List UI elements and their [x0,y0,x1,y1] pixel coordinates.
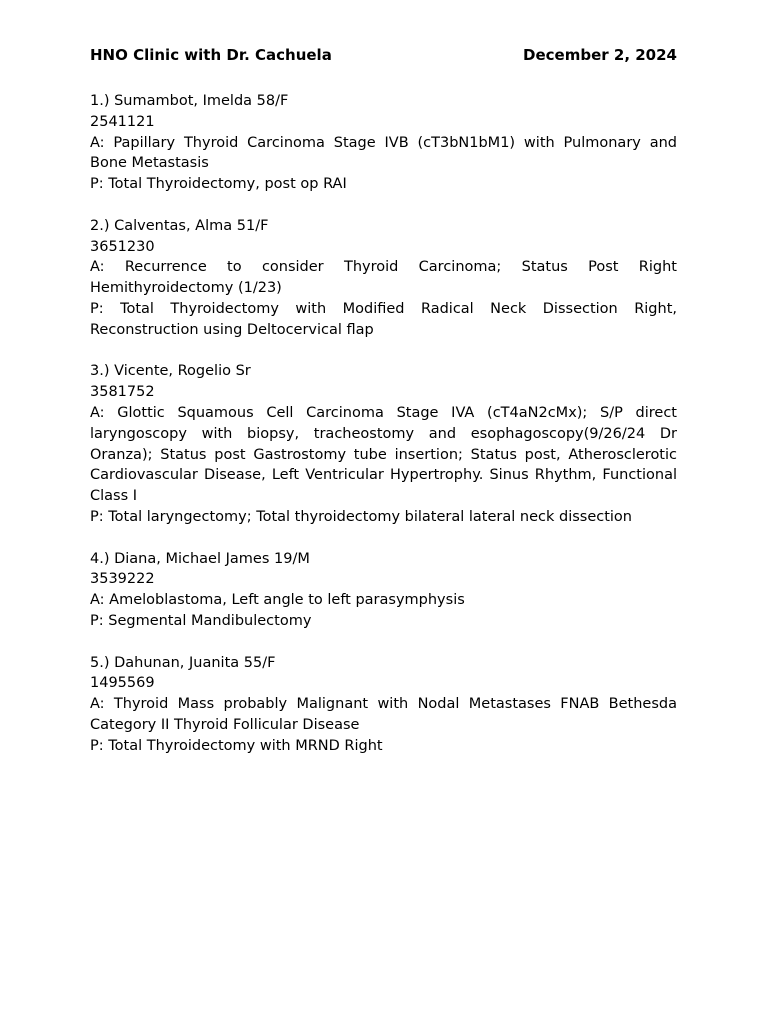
patient-assessment: A: Recurrence to consider Thyroid Carcinoma; Status Post Right Hemithyroidectomy (1/23) [90,259,677,297]
patient-entry [90,91,677,195]
patient-id: 2541121 [90,113,155,130]
patient-name: 2.) Calventas, Alma 51/F [90,217,269,234]
patient-assessment: A: Thyroid Mass probably Malignant with Nodal Metastases FNAB Bethesda Category II Thyroid Follicular Disease [90,696,677,733]
patient-entry [90,361,677,527]
patient-assessment: A: Ameloblastoma, Left angle to left parasymphysis [90,592,465,609]
document-header [90,44,677,66]
patient-plan: P: Segmental Mandibulectomy [90,612,312,629]
patient-id: 3651230 [90,238,155,255]
patient-plan: P: Total Thyroidectomy with Modified Radical Neck Dissection Right, Reconstruction using Deltocervical flap [90,300,677,338]
patient-name: 1.) Sumambot, Imelda 58/F [90,93,289,109]
patient-entry [90,216,677,341]
patient-name: 3.) Vicente, Rogelio Sr [90,363,251,380]
patient-assessment: A: Papillary Thyroid Carcinoma Stage IVB (cT3bN1bM1) with Pulmonary and Bone Metastasis [90,134,677,172]
patient-assessment: A: Glottic Squamous Cell Carcinoma Stage IVA (cT4aN2cMx); S/P direct laryngoscopy with biopsy, tracheostomy and esophagoscopy(9/26/24 Dr Oranza); Status post Gastrostomy tube insertion; Status post, Atherosclerotic Cardiovascular Disease, Left Ventricular Hypertrophy. Sinus Rhythm, Functional Class I [90,404,677,505]
patient-name: 5.) Dahunan, Juanita 55/F [90,654,276,671]
patient-plan: P: Total laryngectomy; Total thyroidectomy bilateral lateral neck dissection [90,508,632,525]
patient-name: 4.) Diana, Michael James 19/M [90,550,310,567]
patient-id: 3539222 [90,571,155,588]
patient-entry [90,549,677,632]
patient-plan: P: Total Thyroidectomy, post op RAI [90,176,347,193]
patient-plan: P: Total Thyroidectomy with MRND Right [90,737,383,754]
patient-id: 1495569 [90,675,155,692]
patient-id: 3581752 [90,384,155,401]
document-date: December 2, 2024 [523,46,677,64]
patient-list [90,91,677,777]
patient-entry [90,653,677,757]
clinic-title: HNO Clinic with Dr. Cachuela [90,46,332,64]
